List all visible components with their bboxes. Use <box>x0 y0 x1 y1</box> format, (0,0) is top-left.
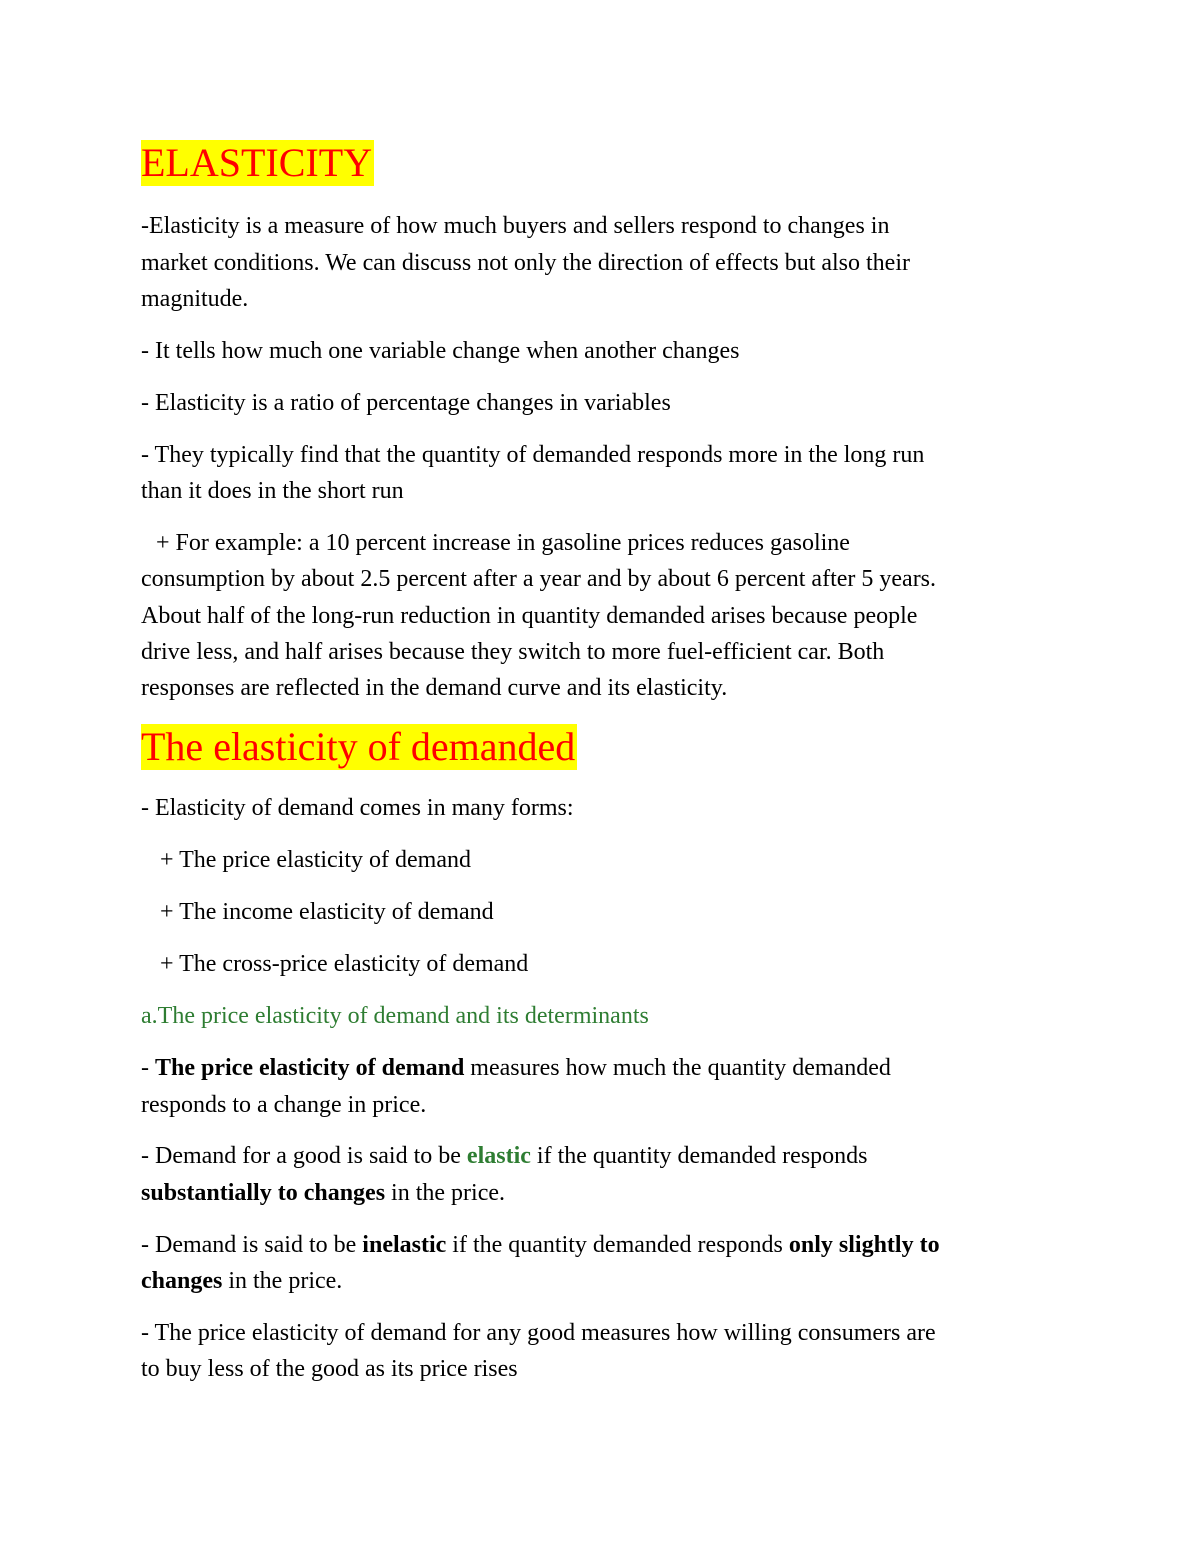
term-substantially: substantially to changes <box>141 1180 386 1206</box>
definition-line: responds to a change in price. <box>141 1092 427 1118</box>
elastic-pre: - Demand for a good is said to be <box>141 1143 467 1169</box>
inelastic-line2-rest: in the price. <box>222 1268 343 1294</box>
elastic-line <box>141 1175 505 1211</box>
inelastic-mid: if the quantity demanded responds <box>446 1232 789 1258</box>
example-line: drive less, and half arises because they switch to more fuel-efficient car. Both <box>141 639 885 665</box>
example-line: responses are reflected in the demand curve and its elasticity. <box>141 675 728 701</box>
form-item: + The price elasticity of demand <box>160 847 471 873</box>
form-item: + The income elasticity of demand <box>160 899 494 925</box>
example-line: consumption by about 2.5 percent after a year and by about 6 percent after 5 years. <box>141 566 937 592</box>
bullet-line: - It tells how much one variable change when another changes <box>141 338 740 364</box>
paragraph-line: magnitude. <box>141 286 249 312</box>
heading-elasticity: ELASTICITY <box>141 140 373 185</box>
form-item: + The cross-price elasticity of demand <box>160 951 529 977</box>
term-inelastic: inelastic <box>362 1232 447 1258</box>
definition-line <box>141 1050 891 1086</box>
term-only-slightly: only slightly to <box>788 1232 940 1258</box>
example-line: About half of the long-run reduction in quantity demanded arises because people <box>141 603 918 629</box>
heading-elasticity-of-demanded: The elasticity of demanded <box>141 724 576 769</box>
elastic-line2-rest: in the price. <box>385 1180 505 1206</box>
bullet-line: than it does in the short run <box>141 478 404 504</box>
final-line: to buy less of the good as its price rises <box>141 1356 518 1382</box>
bullet-line: - Elasticity is a ratio of percentage changes in variables <box>141 390 671 416</box>
inelastic-line <box>141 1227 940 1263</box>
term-price-elasticity: The price elasticity of demand <box>155 1055 465 1081</box>
term-elastic: elastic <box>466 1143 531 1169</box>
elastic-line <box>141 1138 868 1174</box>
dash: - <box>141 1055 155 1081</box>
elastic-post: if the quantity demanded responds <box>530 1143 868 1169</box>
example-line: + For example: a 10 percent increase in gasoline prices reduces gasoline <box>156 530 850 556</box>
definition-rest: measures how much the quantity demanded <box>464 1055 891 1081</box>
inelastic-line <box>141 1263 342 1299</box>
inelastic-pre: - Demand is said to be <box>141 1232 363 1258</box>
term-changes: changes <box>141 1268 223 1294</box>
paragraph-line: market conditions. We can discuss not only the direction of effects but also their <box>141 250 910 276</box>
final-line: - The price elasticity of demand for any good measures how willing consumers are <box>141 1320 936 1346</box>
subheading-price-elasticity: a.The price elasticity of demand and its determinants <box>141 1003 649 1029</box>
bullet-line: - They typically find that the quantity of demanded responds more in the long run <box>141 442 925 468</box>
paragraph-line: -Elasticity is a measure of how much buyers and sellers respond to changes in <box>141 213 890 239</box>
intro-line: - Elasticity of demand comes in many forms: <box>141 795 574 821</box>
